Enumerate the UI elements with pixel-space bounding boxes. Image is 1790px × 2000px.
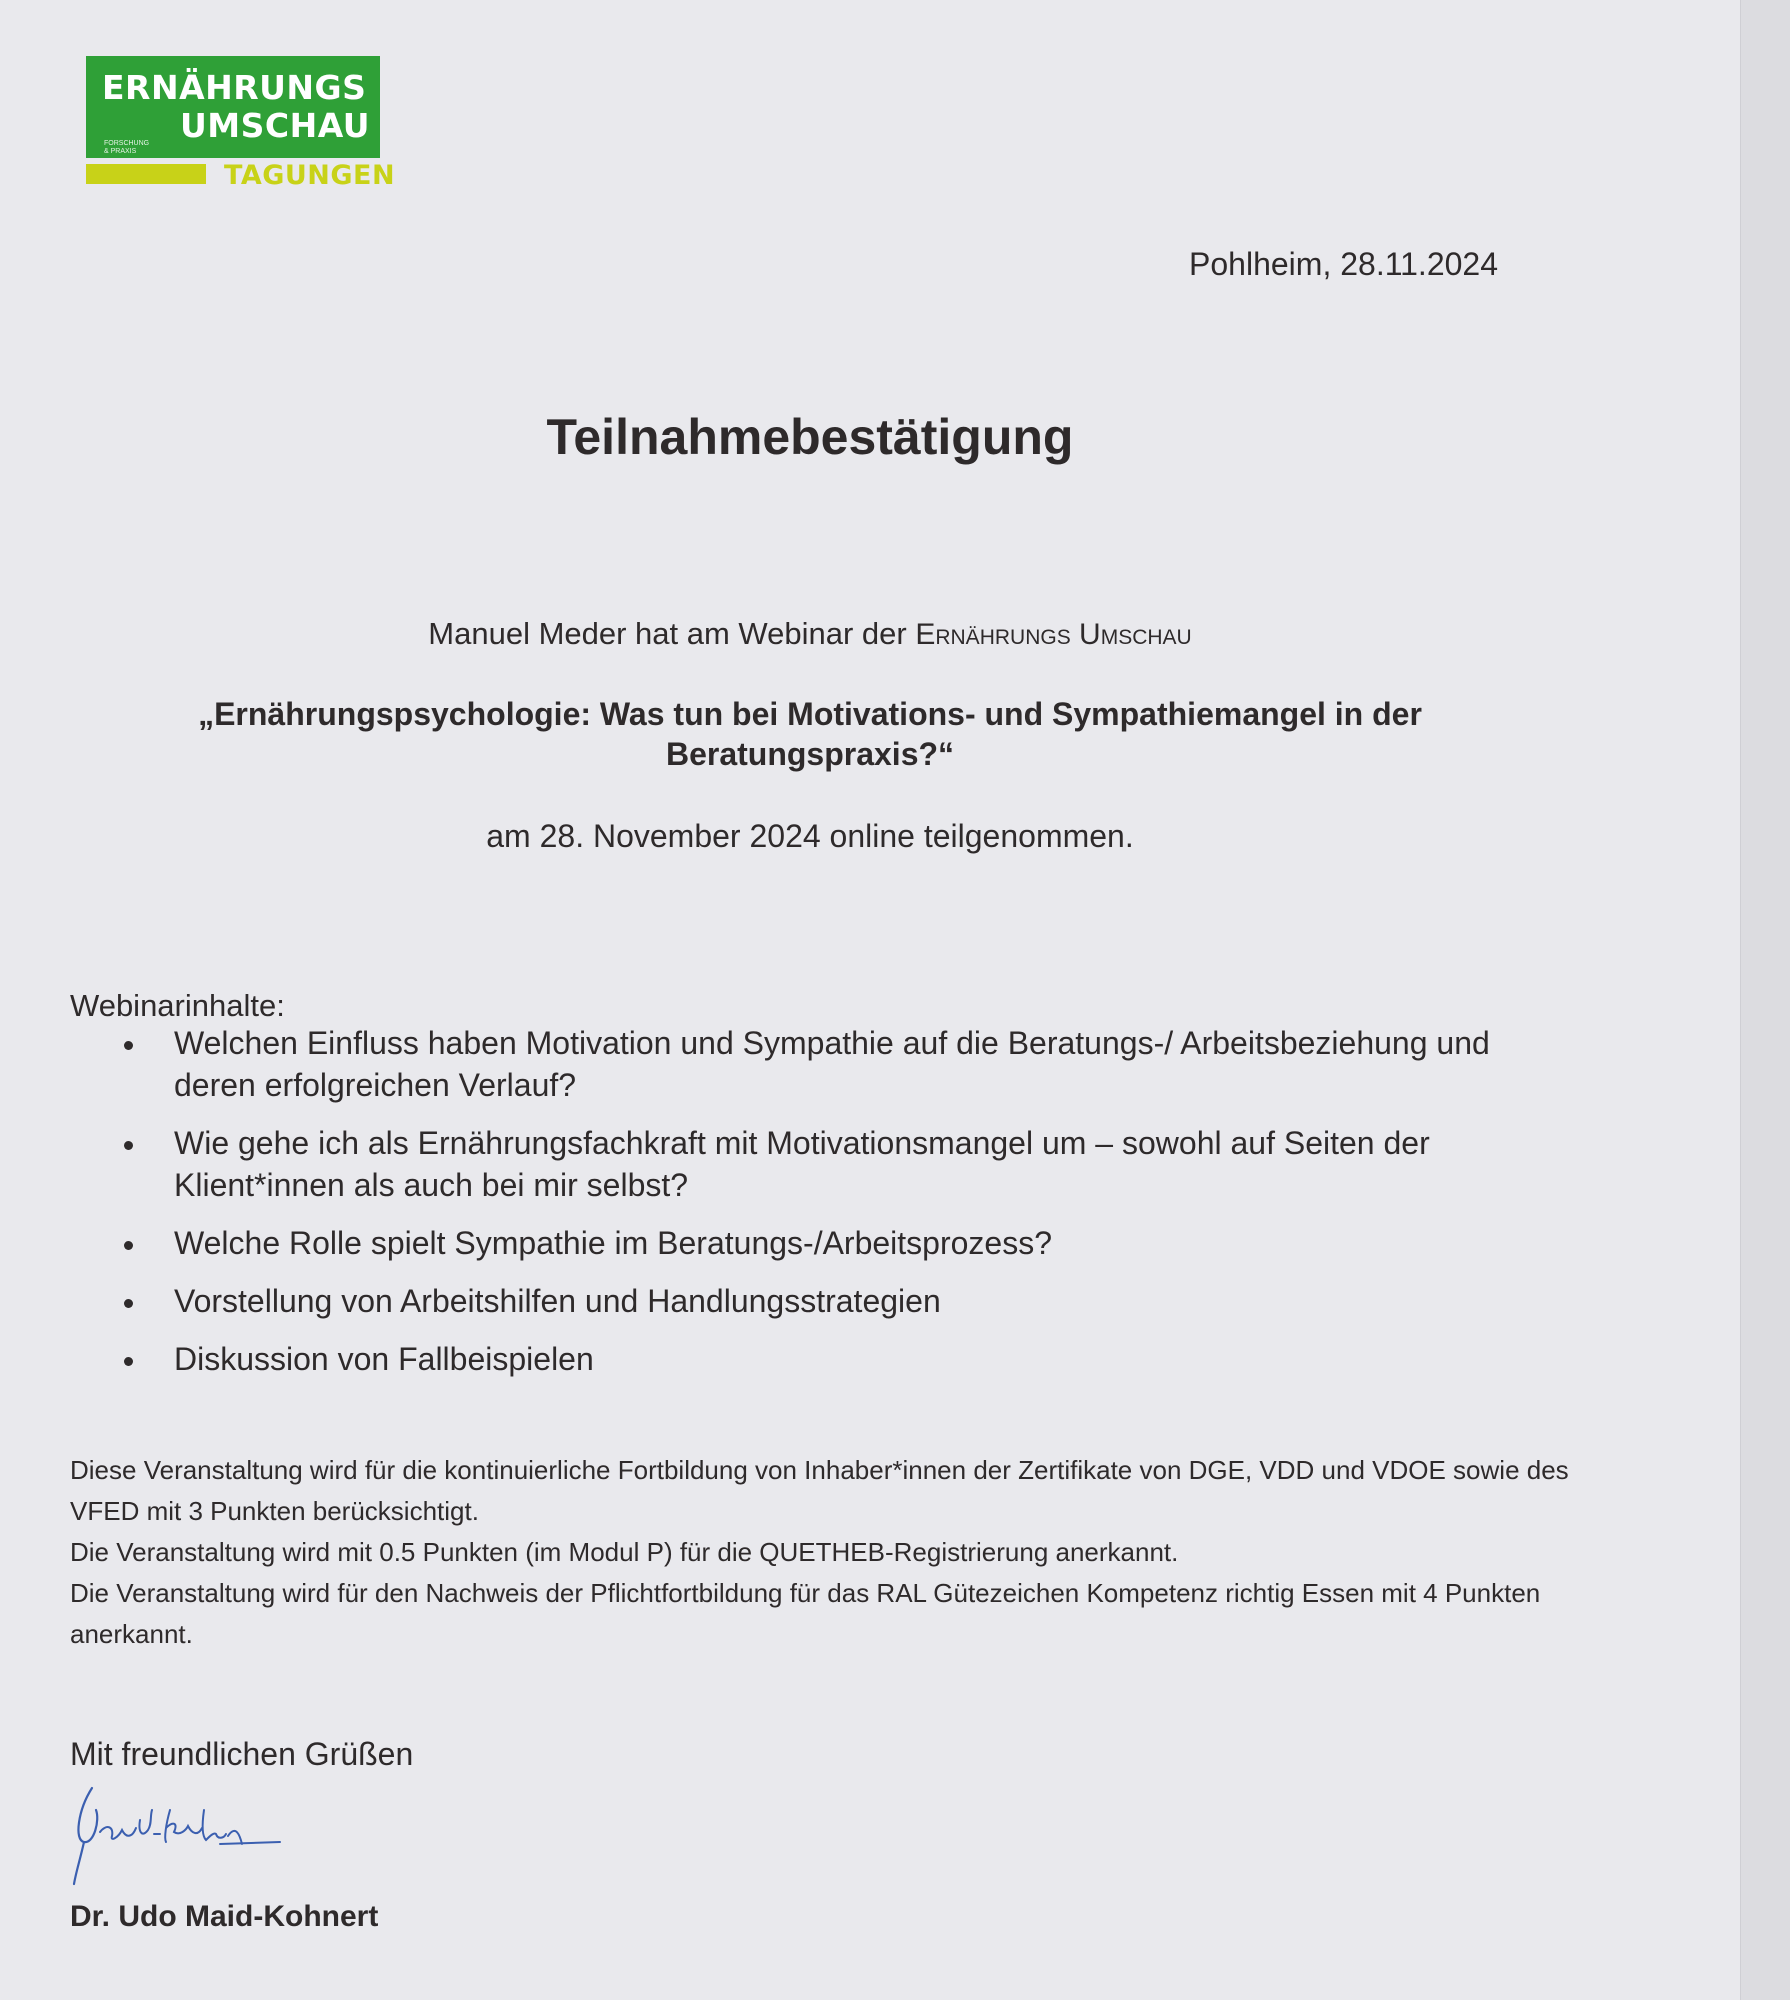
ernaehrungs-umschau-logo [86,56,396,196]
logo-subtitle: TAGUNGEN [224,160,396,191]
credits-paragraph-dge: Diese Veranstaltung wird für die kontinuierliche Fortbildung von Inhaber*innen der Zertifikate von DGE, VDD und VDOE sowie des VFED mit 3 Punkten berücksichtigt. [70,1455,1569,1526]
webinar-contents-list [120,1022,1580,1396]
list-item: Wie gehe ich als Ernährungsfachkraft mit Motivationsmangel um – sowohl auf Seiten der Klient*innen als auch bei mir selbst? [120,1122,1580,1206]
list-item: Vorstellung von Arbeitshilfen und Handlungsstrategien [120,1280,1580,1322]
webinar-title: „Ernährungspsychologie: Was tun bei Motivations- und Sympathiemangel in der Beratungspraxis?“ [198,696,1422,772]
intro-prefix: Manuel Meder hat am Webinar der [428,616,916,651]
document-title: Teilnahmebestätigung [546,409,1074,465]
intro-organization: Ernährungs Umschau [915,618,1192,651]
letter-date: Pohlheim, 28.11.2024 [1189,246,1498,282]
logo-yellow-bar [86,164,206,184]
handwritten-signature [70,1780,290,1890]
list-item: Welchen Einfluss haben Motivation und Sympathie auf die Beratungs-/ Arbeitsbeziehung und deren erfolgreichen Verlauf? [120,1022,1580,1106]
closing-greeting: Mit freundlichen Grüßen [70,1736,414,1772]
logo-small-line-2: & PRAXIS [104,148,137,155]
credits-paragraph-quetheb: Die Veranstaltung wird mit 0.5 Punkten (im Modul P) für die QUETHEB-Registrierung anerkannt. [70,1537,1179,1567]
webinar-contents-label: Webinarinhalte: [70,988,285,1023]
list-item: Diskussion von Fallbeispielen [120,1338,1580,1380]
intro-line [100,616,1520,652]
participation-date-line: am 28. November 2024 online teilgenommen. [486,818,1134,854]
signer-name: Dr. Udo Maid-Kohnert [70,1900,379,1933]
credits-paragraph-ral: Die Veranstaltung wird für den Nachweis der Pflichtfortbildung für das RAL Gütezeichen Kompetenz richtig Essen mit 4 Punkten anerkannt. [70,1578,1541,1649]
credits-section [70,1450,1590,1655]
scan-edge [1740,0,1790,2000]
logo-line-1: ERNÄHRUNGS [102,68,367,107]
logo-line-2: UMSCHAU [180,106,371,145]
logo-small-line-1: FORSCHUNG [104,140,150,147]
list-item: Welche Rolle spielt Sympathie im Beratungs-/Arbeitsprozess? [120,1222,1580,1264]
logo-small-text [104,140,149,156]
